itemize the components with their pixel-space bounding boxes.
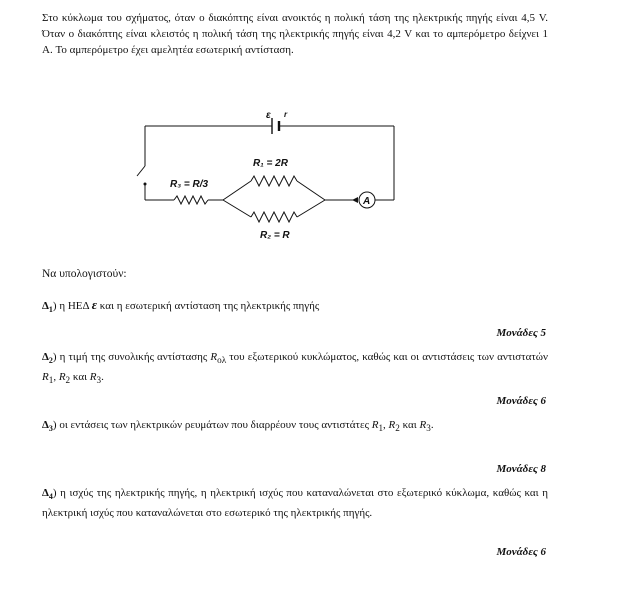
r2-label: R₂ = R xyxy=(260,230,290,241)
question-label: $\Delta_4$ xyxy=(42,487,53,502)
marks-d4: Μονάδες 6 xyxy=(496,546,546,558)
question-label: $\Delta_2$ xyxy=(42,351,53,366)
internal-resistance-label: r xyxy=(284,110,288,119)
question-label: $\Delta_1$ xyxy=(42,300,53,315)
r3-label: R₃ = R/3 xyxy=(170,179,209,190)
ammeter-label: A xyxy=(363,196,371,207)
resistor-r3 xyxy=(174,196,208,204)
question-d3: $\Delta_3$) οι εντάσεις των ηλεκτρικών ρευμάτων που διαρρέουν τους αντιστάτες $R_1$, $R_2$ και $R_3$. xyxy=(42,419,434,434)
emf-label: ε xyxy=(266,110,271,121)
marks-d3: Μονάδες 8 xyxy=(496,463,546,475)
resistor-r1 xyxy=(251,176,297,186)
r1-label: R₁ = 2R xyxy=(253,158,288,169)
switch-blade xyxy=(137,166,145,176)
ask-heading: Να υπολογιστούν: xyxy=(42,268,127,280)
problem-statement: Στο κύκλωμα του σχήματος, όταν ο διακόπτης είναι ανοικτός η πολική τάση της ηλεκτρικής πηγής είναι 4,5 V. Όταν ο διακόπτης είναι κλειστός η πολική τάση της ηλεκτρικής πηγής είναι 4,2 V και το αμπερόμετρο δείχνει 1 A. Το αμπερόμετρο έχει αμελητέα εσωτερική αντίσταση. xyxy=(42,12,548,56)
question-d2: $\Delta_2$) η τιμή της συνολικής αντίστασης $R_{o\lambda}$ του εξωτερικού κυκλώματος, καθώς και οι αντιστάσεις των αντιστατών $R_1$, $R_2$ και $R_3$. xyxy=(42,351,548,386)
question-d4: $\Delta_4$) η ισχύς της ηλεκτρικής πηγής, η ηλεκτρική ισχύς που καταναλώνεται στο εξωτερικό κύκλωμα, καθώς και η ηλεκτρική ισχύς που καταναλώνεται στο εσωτερικό της ηλεκτρικής πηγής. xyxy=(42,487,548,520)
circuit-diagram xyxy=(120,104,420,250)
question-label: $\Delta_3$ xyxy=(42,419,53,434)
current-arrow xyxy=(352,197,358,203)
question-d1: $\Delta_1$) η ΗΕΔ ε και η εσωτερική αντίσταση της ηλεκτρικής πηγής xyxy=(42,297,320,315)
marks-d2: Μονάδες 6 xyxy=(496,395,546,407)
resistor-r2 xyxy=(251,212,297,222)
marks-d1: Μονάδες 5 xyxy=(496,327,546,339)
emf-symbol: ε xyxy=(91,297,98,312)
